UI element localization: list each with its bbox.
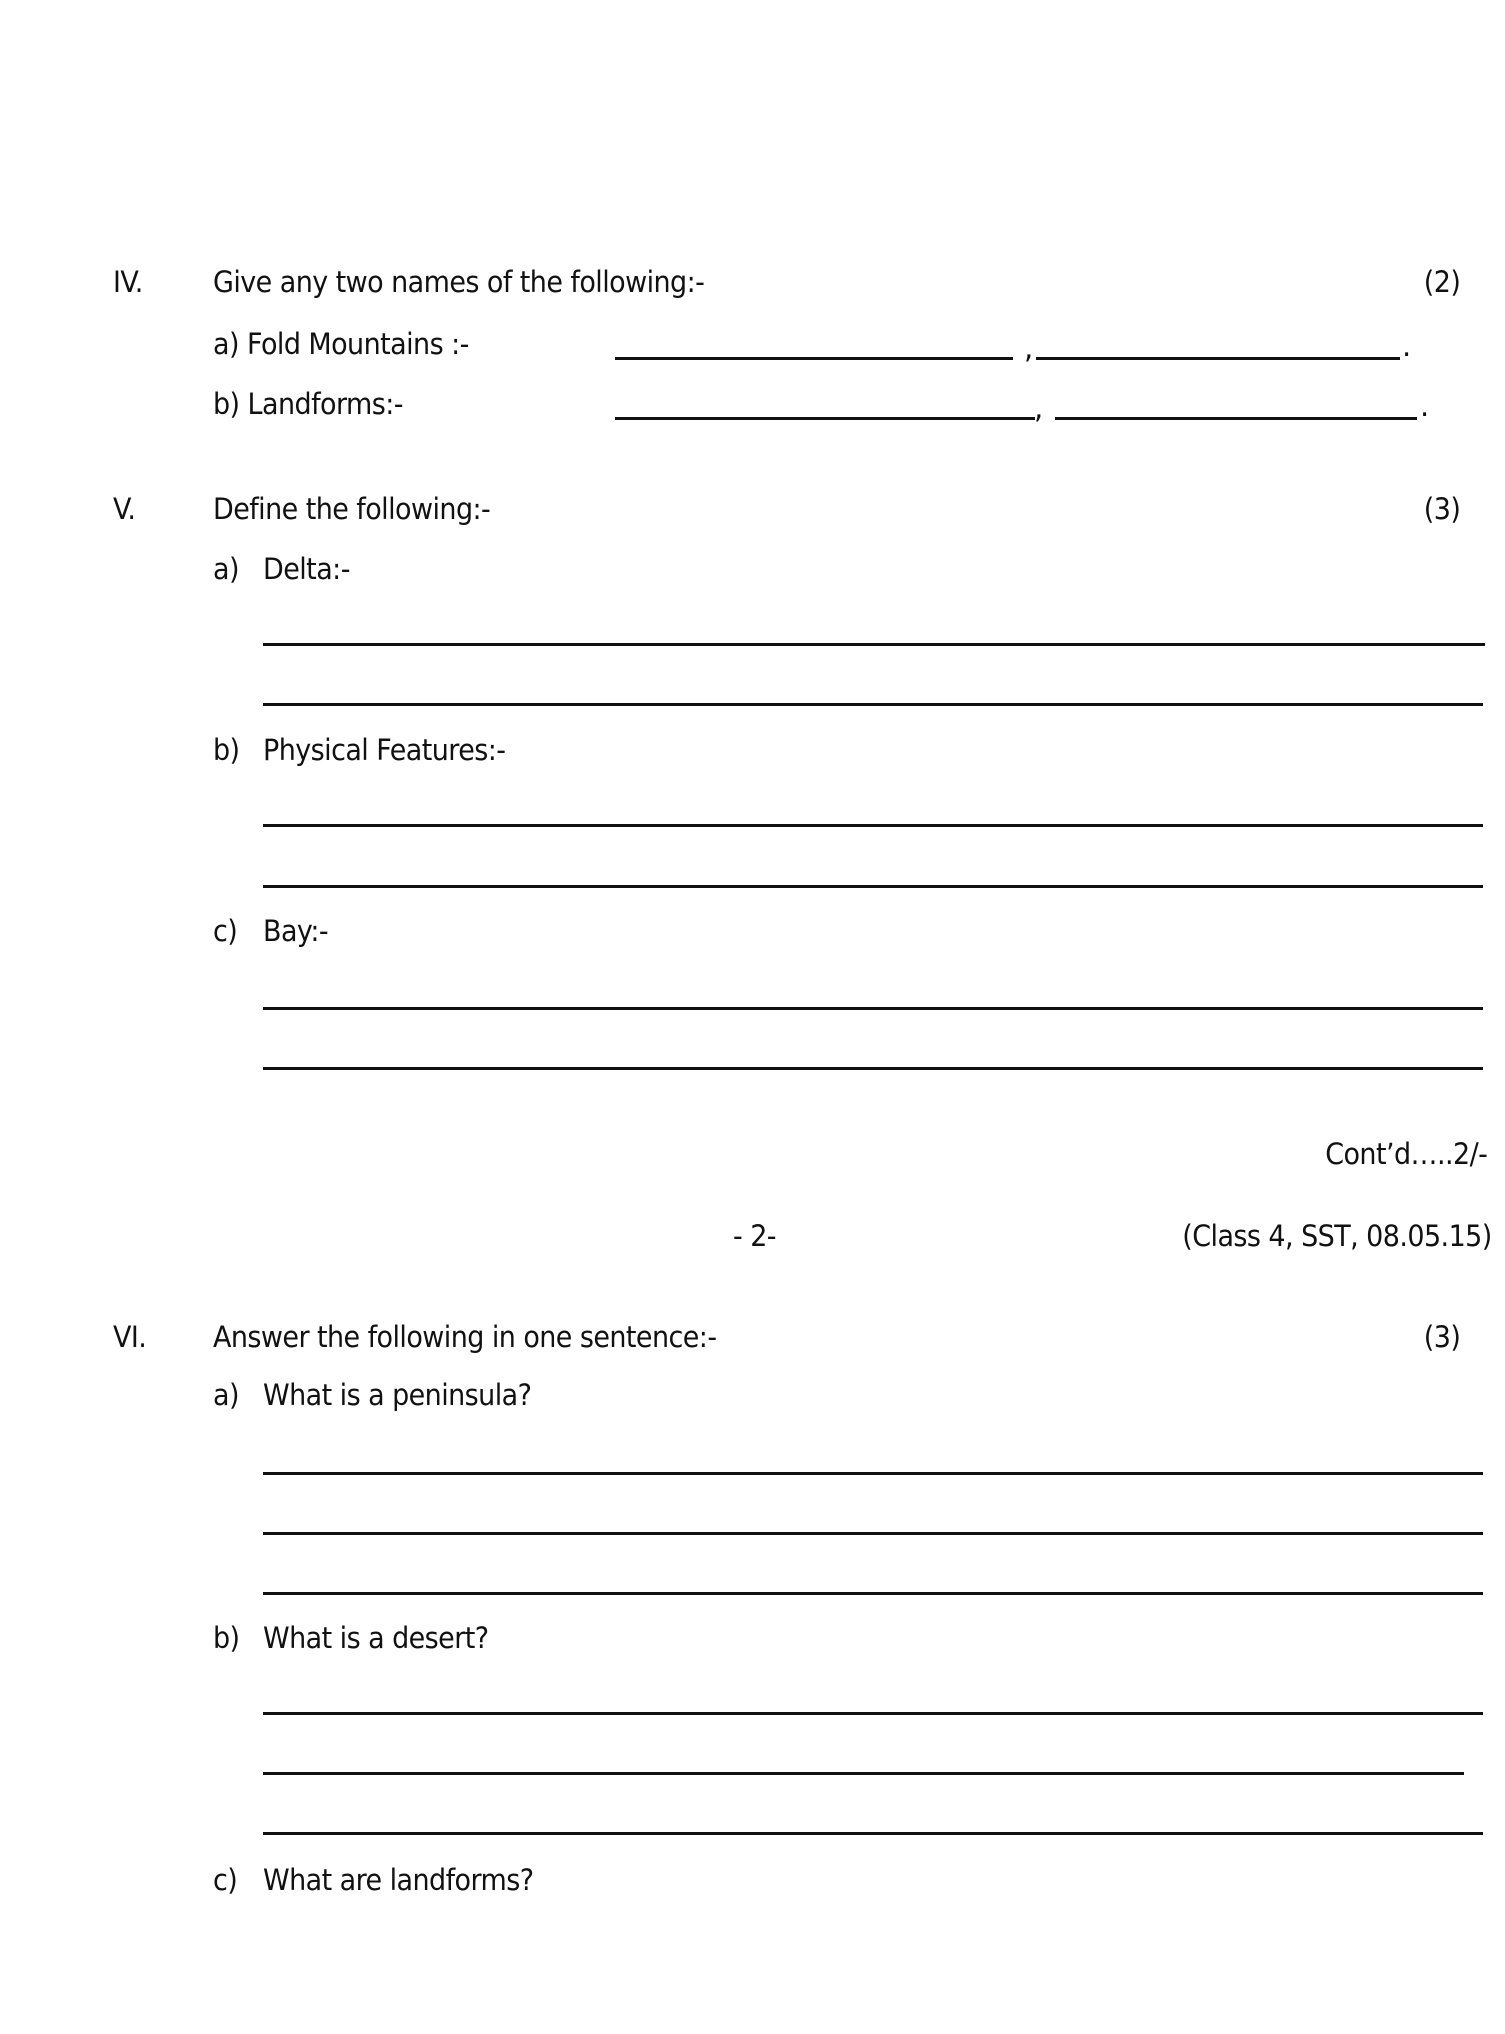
- answer-line[interactable]: [263, 1532, 1483, 1535]
- page-header-info: (Class 4, SST, 08.05.15): [1182, 1219, 1492, 1253]
- item-label: What are landforms?: [263, 1863, 534, 1897]
- section-numeral: V.: [113, 492, 136, 526]
- answer-line[interactable]: [263, 643, 1485, 646]
- section-marks: (3): [1423, 1320, 1460, 1354]
- answer-line[interactable]: [263, 703, 1483, 706]
- answer-line[interactable]: [263, 1832, 1483, 1835]
- answer-line[interactable]: [263, 824, 1483, 827]
- answer-line[interactable]: [263, 1007, 1483, 1010]
- answer-line[interactable]: [263, 1712, 1483, 1715]
- section-instruction: Answer the following in one sentence:-: [213, 1320, 717, 1354]
- item-letter: c): [213, 914, 238, 948]
- section-marks: (2): [1423, 265, 1460, 299]
- section-numeral: VI.: [113, 1320, 147, 1354]
- item-label: a) Fold Mountains :-: [213, 327, 469, 361]
- item-letter: a): [213, 1378, 239, 1412]
- answer-line[interactable]: [263, 885, 1483, 888]
- answer-blank[interactable]: [1036, 357, 1400, 360]
- section-instruction: Define the following:-: [213, 492, 491, 526]
- continued-note: Cont’d…..2/-: [1324, 1137, 1487, 1171]
- item-label: Physical Features:-: [263, 733, 506, 767]
- end-mark: .: [1402, 329, 1412, 363]
- answer-blank[interactable]: [1055, 417, 1417, 420]
- section-instruction: Give any two names of the following:-: [213, 265, 705, 299]
- item-label: Bay:-: [263, 914, 329, 948]
- item-label: b) Landforms:-: [213, 387, 403, 421]
- answer-blank[interactable]: [615, 357, 1013, 360]
- separator: ,: [1034, 391, 1044, 425]
- end-mark: .: [1420, 389, 1430, 423]
- item-letter: b): [213, 1621, 240, 1655]
- page-number: - 2-: [733, 1219, 776, 1253]
- item-label: What is a desert?: [263, 1621, 489, 1655]
- answer-line[interactable]: [263, 1067, 1483, 1070]
- item-letter: b): [213, 733, 240, 767]
- item-label: Delta:-: [263, 552, 350, 586]
- section-numeral: IV.: [113, 265, 143, 299]
- answer-blank[interactable]: [615, 417, 1035, 420]
- answer-line[interactable]: [263, 1472, 1483, 1475]
- answer-line[interactable]: [263, 1592, 1483, 1595]
- item-letter: a): [213, 552, 239, 586]
- item-letter: c): [213, 1863, 238, 1897]
- item-label: What is a peninsula?: [263, 1378, 532, 1412]
- separator: ,: [1024, 331, 1034, 365]
- section-marks: (3): [1423, 492, 1460, 526]
- answer-line[interactable]: [263, 1772, 1464, 1775]
